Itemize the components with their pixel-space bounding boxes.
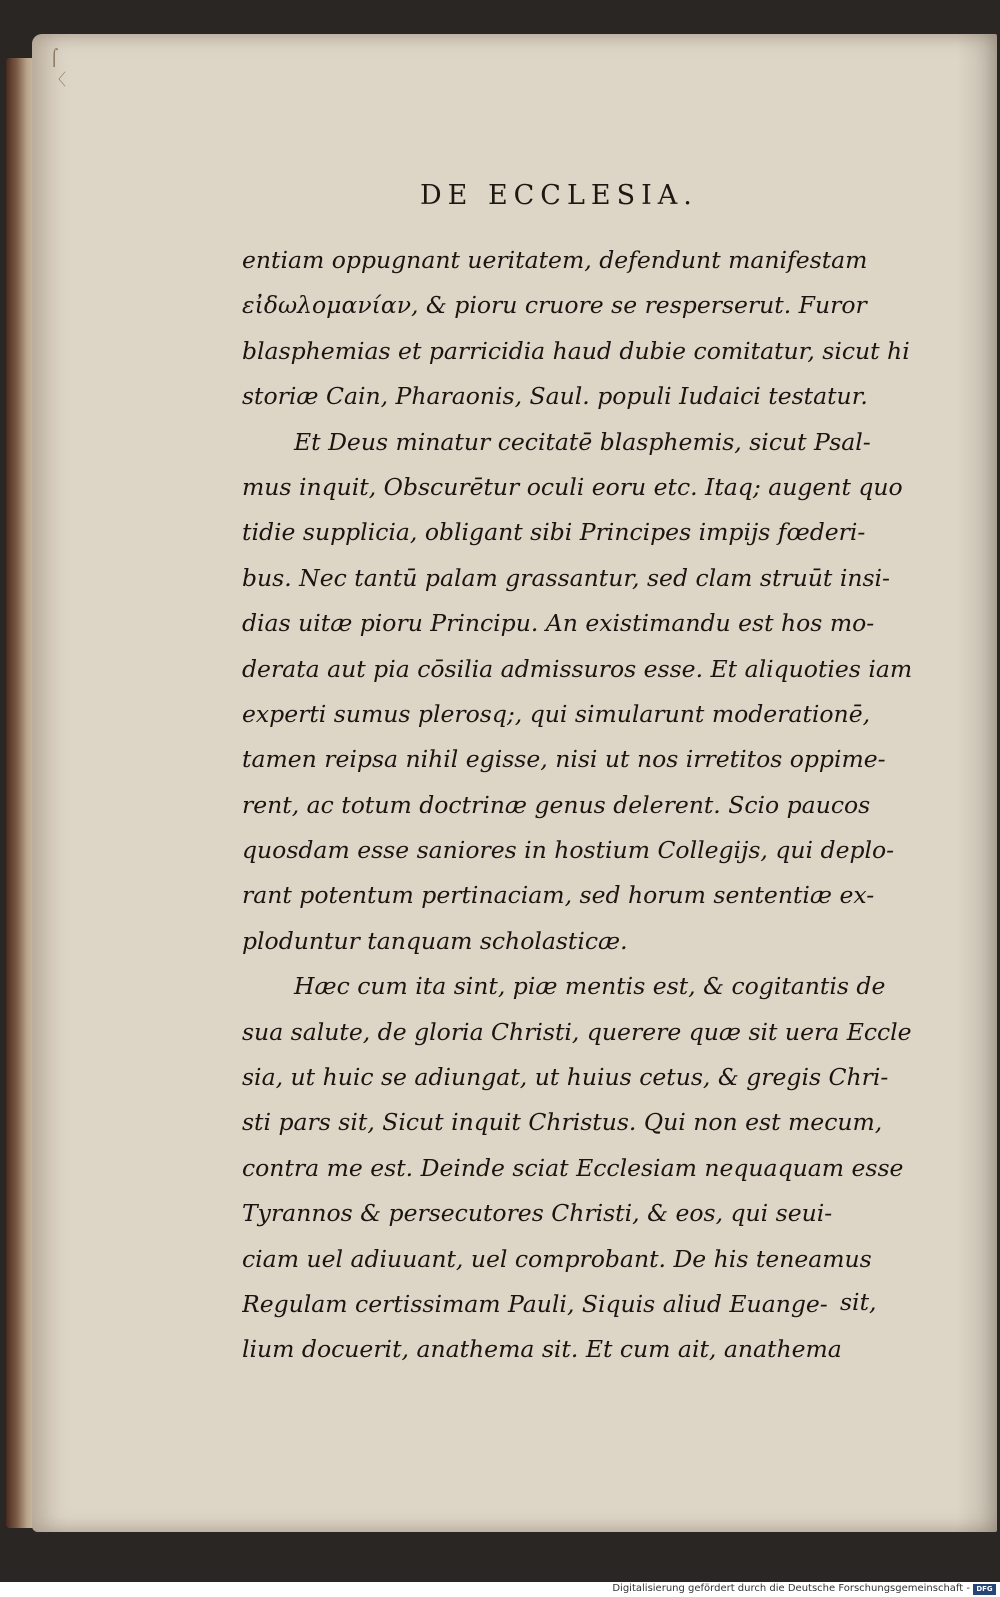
text-line: rent, ac totum doctrinæ genus delerent. Scio paucos	[242, 790, 871, 819]
text-line: lium docuerit, anathema sit. Et cum ait, anathema	[242, 1335, 842, 1364]
dfg-logo-badge: DFG	[973, 1584, 996, 1595]
running-header: DE ECCLESIA.	[420, 180, 698, 211]
text-line: Tyrannos & persecutores Christi, & eos, qui seui-	[242, 1199, 833, 1228]
text-line: Regulam certissimam Pauli, Siquis aliud Euange-	[242, 1289, 828, 1318]
text-line: storiæ Cain, Pharaonis, Saul. populi Iudaici testatur.	[242, 382, 868, 411]
text-line: sti pars sit, Sicut inquit Christus. Qui non est mecum,	[242, 1108, 883, 1137]
text-line: mus inquit, Obscurētur oculi eoru etc. Itaq; augent quo	[242, 472, 903, 501]
text-line: entiam oppugnant ueritatem, defendunt manifestam	[242, 246, 868, 274]
text-line: Hæc cum ita sint, piæ mentis est, & cogitantis de	[294, 972, 886, 1001]
text-line: εἰδωλομανίαν, & pioru cruore se resperserut. Furor	[242, 291, 867, 320]
text-line: contra me est. Deinde sciat Ecclesiam nequaquam esse	[242, 1153, 904, 1182]
page-corner-mark: ⌠ 〈	[50, 48, 75, 89]
body-text	[242, 238, 912, 1373]
text-line: tamen reipsa nihil egisse, nisi ut nos irretitos oppime-	[242, 745, 886, 774]
text-line: tidie supplicia, obligant sibi Principes impijs fœderi-	[242, 518, 866, 547]
text-line: Et Deus minatur cecitatē blasphemis, sicut Psal-	[294, 427, 871, 456]
text-line: ciam uel adiuuant, uel comprobant. De his teneamus	[242, 1244, 872, 1273]
text-line: experti sumus plerosq;, qui simularunt moderationē,	[242, 699, 871, 728]
text-line: quosdam esse saniores in hostium Collegijs, qui deplo-	[242, 836, 895, 865]
text-line: dias uitæ pioru Principu. An existimandu est hos mo-	[242, 609, 875, 638]
text-line: bus. Nec tantū palam grassantur, sed clam struūt insi-	[242, 563, 890, 592]
text-line: ploduntur tanquam scholasticæ.	[242, 926, 628, 955]
catchword: sit,	[840, 1288, 877, 1316]
text-line: derata aut pia cōsilia admissuros esse. Et aliquoties iam	[242, 654, 912, 683]
text-line: sia, ut huic se adiungat, ut huius cetus, & gregis Chri-	[242, 1063, 889, 1092]
text-line: blasphemias et parricidia haud dubie comitatur, sicut hi	[242, 336, 910, 365]
text-line: sua salute, de gloria Christi, querere quæ sit uera Eccle	[242, 1017, 912, 1046]
text-line: rant potentum pertinaciam, sed horum sententiæ ex-	[242, 881, 875, 910]
funding-credit: Digitalisierung gefördert durch die Deutsche Forschungsgemeinschaft -	[612, 1583, 970, 1594]
